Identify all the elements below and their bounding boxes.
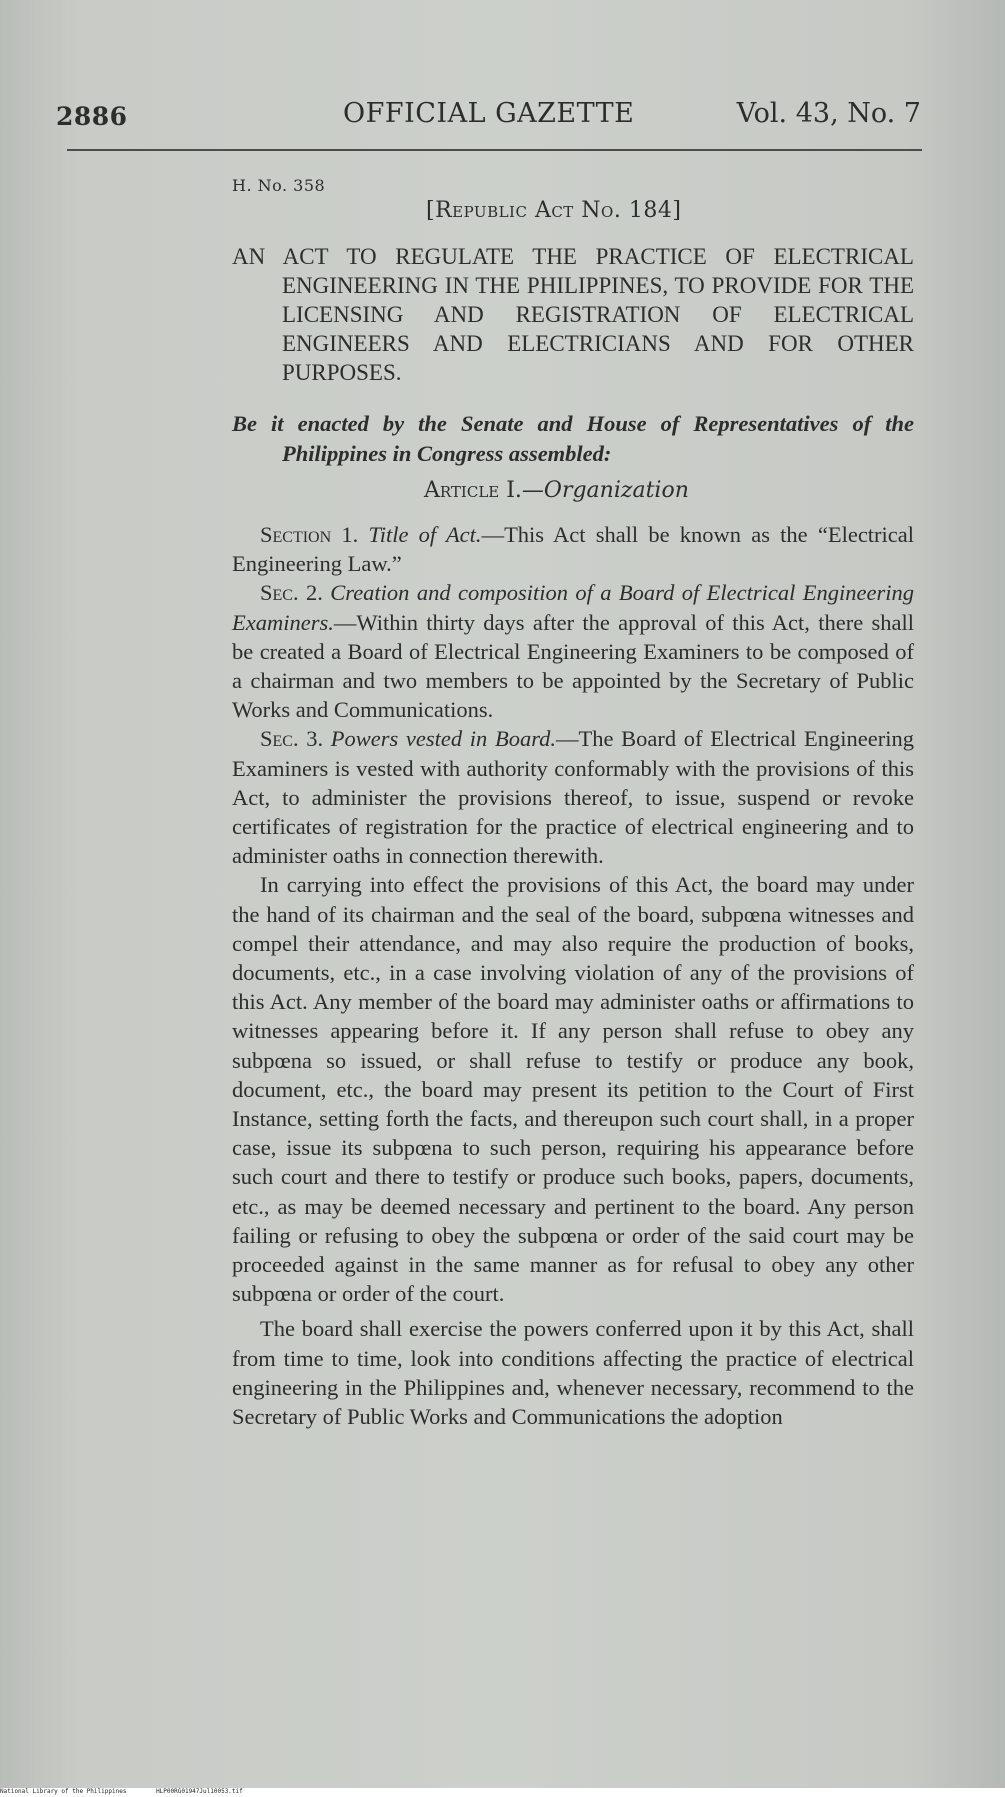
volume-info: Vol. 43, No. 7 [736,98,921,129]
section-3 [232,724,914,870]
section-text: —This Act shall be known as the “Electrical Engineering Law.” [232,522,915,577]
act-number: [Republic Act No. 184] [426,198,682,223]
file-id: HLP00RG01947Jul10053.tif [156,1788,243,1795]
section-1 [232,520,914,578]
bill-number: H. No. 358 [232,176,326,195]
scan-footer [0,1788,1005,1797]
paragraph: In carrying into effect the provisions of this Act, the board may under the hand of its chairman and the seal of the board, subpœna witnesses and compel their attendance, and may also require the production of books, documents, etc., in a case involving violation of any of the provisions of this Act. Any member of the board may administer oaths or affirmations to witnesses appearing before it. If any person shall refuse to obey any subpœna so issued, or shall refuse to testify or produce any book, document, etc., the board may present its petition to the Court of First Instance, setting forth the facts, and thereupon such court shall, in a proper case, issue its subpœna to such person, requiring his appearance before such court and there to testify or produce such books, papers, documents, etc., as may be deemed necessary and pertinent to the board. Any person failing or refusing to obey the subpœna or order of the said court may be proceeded against in the same manner as for refusal to obey any other subpœna or order of the court. [232,872,914,1307]
gazette-title: OFFICIAL GAZETTE [343,98,635,129]
section-label: Section 1. [260,522,359,547]
page-header [0,98,1005,138]
page-number: 2886 [56,102,128,131]
section-text: —Within thirty days after the approval of this Act, there shall be created a Board of Electrical Engineering Examiners to be composed of a chairman and two members to be appointed by the Secretary of Public Works and Communications. [232,609,914,723]
section-title: Powers vested in Board. [330,726,557,752]
article-heading [424,478,689,503]
section-label: Sec. 3. [260,726,324,752]
library-credit: National Library of the Philippines [0,1788,127,1795]
article-label: Article I. [424,478,522,503]
section-text: —The Board of Electrical Engineering Examiners is vested with authority conformably with the provisions of this Act, to administer the provisions thereof, to issue, suspend or revoke certificates of registration for the practice of electrical engineering and to administer oaths in connection therewith. [232,726,914,869]
enacting-clause: Be it enacted by the Senate and House of Representatives of the Philippines in Congress assembled: [232,411,914,466]
paragraph: The board shall exercise the powers conferred upon it by this Act, shall from time to time, look into conditions affecting the practice of electrical engineering in the Philippines and, whenever necessary, recommend to the Secretary of Public Works and Communications the adoption [232,1316,914,1430]
section-2 [232,578,914,724]
section-label: Sec. 2. [260,580,323,606]
body-text [232,520,914,1431]
article-title: —Organization [521,478,689,503]
act-title: AN ACT TO REGULATE THE PRACTICE OF ELECTRICAL ENGINEERING IN THE PHILIPPINES, TO PROVIDE FOR THE LICENSING AND REGISTRATION OF ELECTRICAL ENGINEERS AND ELECTRICIANS AND FOR OTHER PURPOSES. [232,244,914,385]
section-title: Creation and composition of a Board of Electrical Engineering Examiners. [232,580,914,635]
section-title: Title of Act. [368,522,482,547]
header-divider [67,149,922,151]
